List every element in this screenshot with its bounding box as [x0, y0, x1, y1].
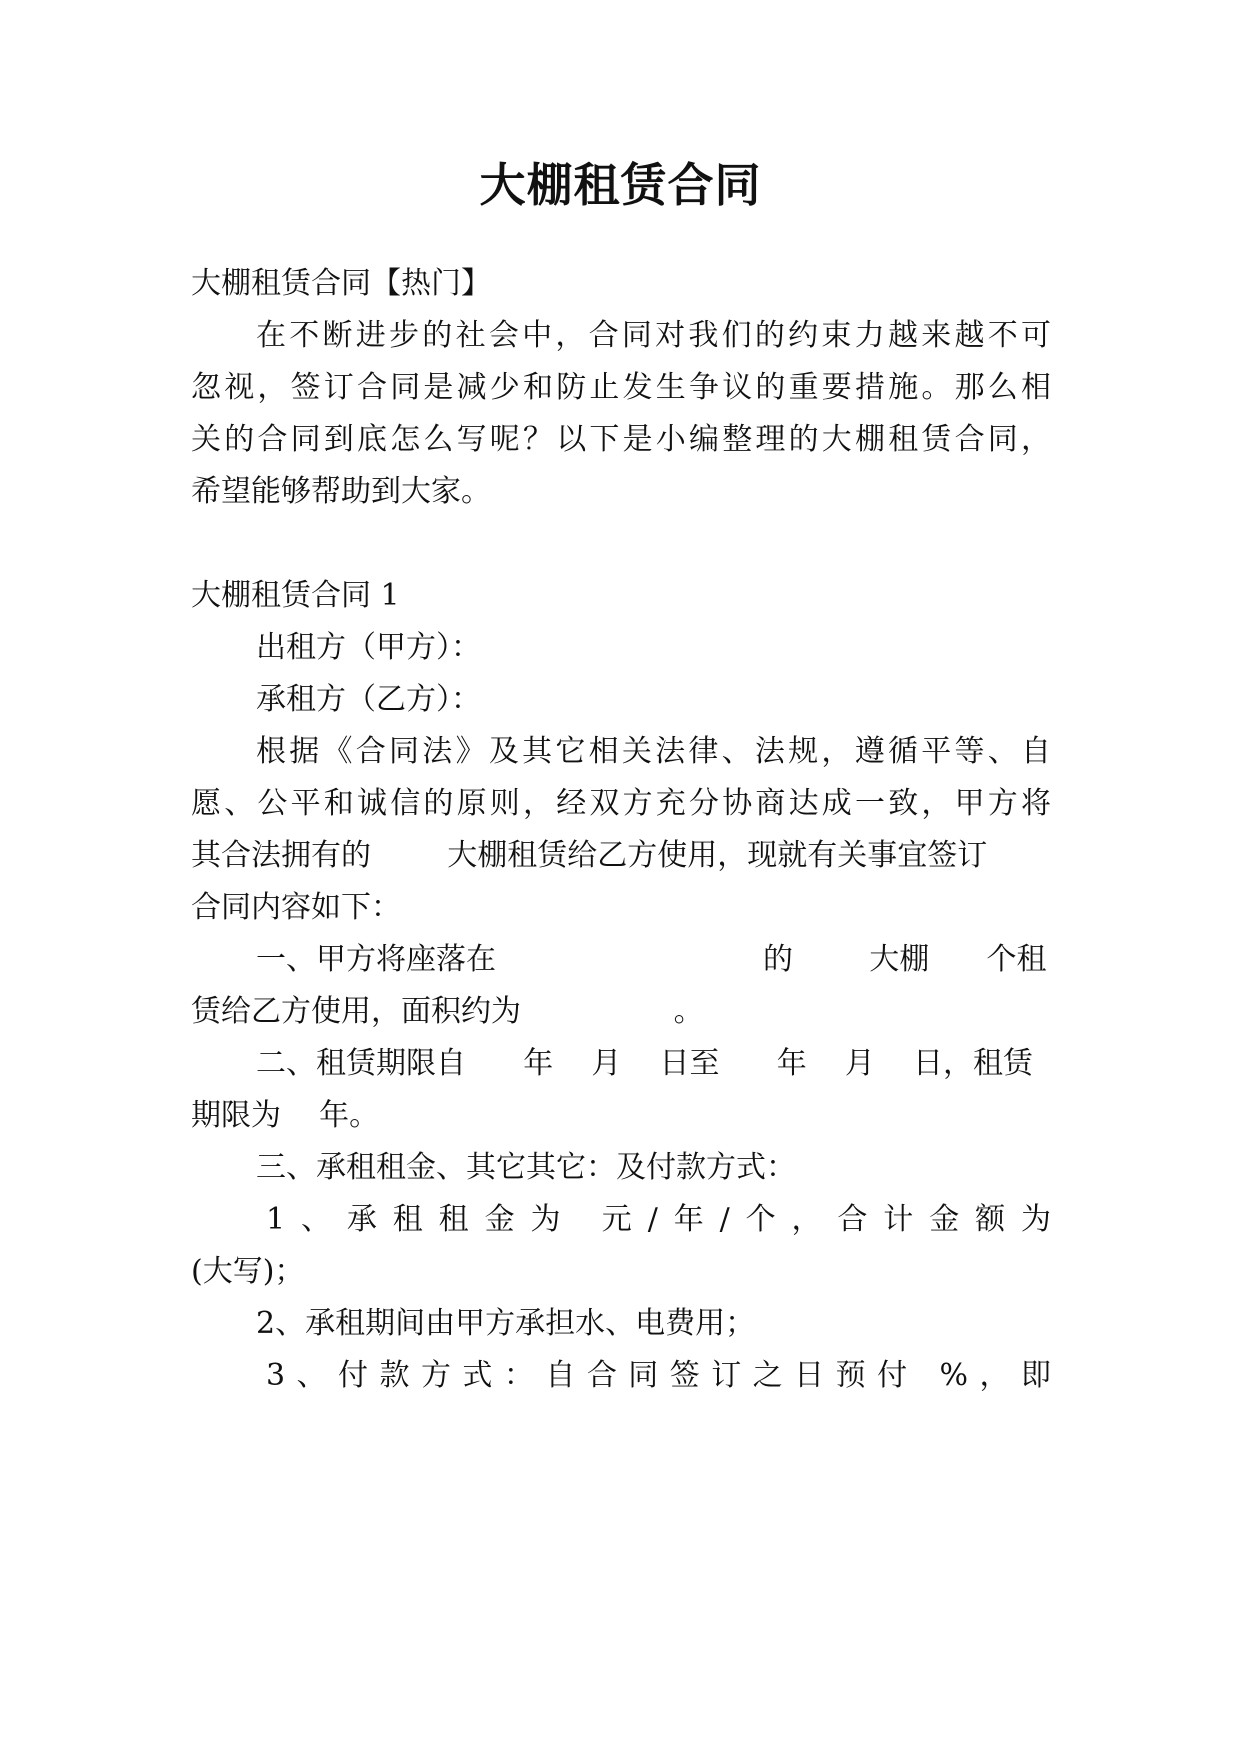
doc-line-clause-1a: 一、甲方将座落在 的 大棚 个租: [256, 942, 1047, 977]
doc-line-party-b: 承租方（乙方）：: [256, 682, 481, 717]
doc-line-section-heading: 大棚租赁合同 1: [191, 578, 400, 613]
doc-line-party-a: 出租方（甲方）：: [256, 630, 481, 665]
doc-line-clause-3: 三、承租租金、其它其它：及付款方式：: [256, 1150, 796, 1185]
doc-line-clause-2a: 二、租赁期限自 年 月 日至 年 月 日，租赁: [256, 1046, 1034, 1081]
doc-line-preamble-2: 愿、公平和诚信的原则，经双方充分协商达成一致，甲方将: [191, 786, 1051, 821]
document-title: 大棚租赁合同: [479, 158, 762, 212]
doc-line-preamble-1: 根据《合同法》及其它相关法律、法规，遵循平等、自: [256, 734, 1051, 769]
doc-line-clause-3-1a: 1、承租租金为 元/年/个，合计金额为: [266, 1202, 1051, 1237]
doc-line-clause-2b: 期限为 年。: [191, 1098, 380, 1133]
doc-line-heading: 大棚租赁合同【热门】: [191, 266, 491, 301]
doc-line-intro-3: 关的合同到底怎么写呢？以下是小编整理的大棚租赁合同，: [191, 422, 1051, 457]
doc-line-intro-1: 在不断进步的社会中，合同对我们的约束力越来越不可: [256, 318, 1051, 353]
doc-line-intro-2: 忽视，签订合同是减少和防止发生争议的重要措施。那么相: [191, 370, 1051, 405]
doc-line-clause-1b: 赁给乙方使用，面积约为 。: [191, 994, 704, 1029]
doc-line-clause-3-3: 3、付款方式：自合同签订之日预付 %，即: [266, 1358, 1051, 1393]
doc-line-intro-4: 希望能够帮助到大家。: [191, 474, 491, 509]
doc-line-preamble-3: 其合法拥有的 大棚租赁给乙方使用，现就有关事宜签订: [191, 838, 988, 873]
doc-line-preamble-4: 合同内容如下：: [191, 890, 401, 925]
doc-line-clause-3-2: 2、承租期间由甲方承担水、电费用；: [256, 1306, 756, 1341]
doc-line-clause-3-1b: (大写)；: [191, 1254, 305, 1289]
